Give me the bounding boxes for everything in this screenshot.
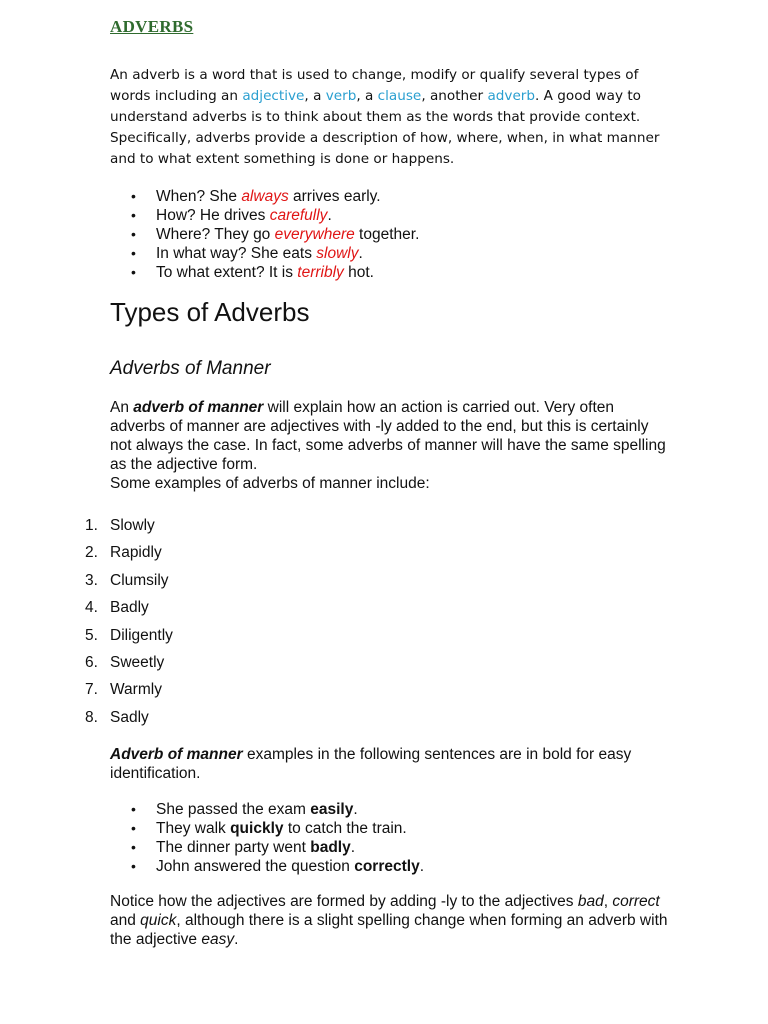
bold-intro-paragraph xyxy=(110,745,670,783)
bullet-text: . xyxy=(327,207,332,224)
subsection-heading: Adverbs of Manner xyxy=(110,358,271,379)
bullet-text: . xyxy=(350,839,356,856)
bullet-text: . xyxy=(419,858,424,875)
list-item xyxy=(0,680,173,707)
bullet-text: The dinner party went xyxy=(156,839,311,856)
list-number: 5. xyxy=(85,626,98,644)
list-item xyxy=(0,653,173,680)
list-item xyxy=(0,857,424,876)
example-word: Warmly xyxy=(110,681,162,699)
bullet-text: . xyxy=(358,245,363,262)
list-item xyxy=(0,244,419,263)
list-item xyxy=(0,225,419,244)
intro-text: . A good way to understand adverbs is to think about them as the words that provide context. Specifically, adverbs provide a description of how, where, when, in what manner and to what extent something is done or happens. xyxy=(110,88,660,167)
bullet-text: hot. xyxy=(343,264,374,281)
adjective-term: easy xyxy=(201,931,235,948)
section-heading: Types of Adverbs xyxy=(110,297,310,327)
list-item xyxy=(0,800,424,819)
intro-paragraph xyxy=(110,65,665,170)
notice-paragraph xyxy=(110,892,670,949)
para-text: An xyxy=(110,399,134,416)
manner-paragraph xyxy=(110,398,670,493)
para-text: Some examples of adverbs of manner include: xyxy=(110,475,430,492)
para-text: Notice how the adjectives are formed by adding -ly to the adjectives xyxy=(110,893,578,910)
list-number: 8. xyxy=(85,708,98,726)
term-adverb-of-manner: Adverb of manner xyxy=(110,746,243,763)
intro-text: , another xyxy=(421,88,488,104)
example-word: Clumsily xyxy=(110,571,169,589)
list-item xyxy=(0,571,173,598)
keyword-verb: verb xyxy=(325,88,357,104)
sentence-bullet-list xyxy=(0,800,424,876)
list-item xyxy=(0,206,419,225)
page-title: ADVERBS xyxy=(110,17,194,36)
example-word: Badly xyxy=(110,599,149,617)
para-text: and xyxy=(110,912,141,929)
list-item xyxy=(0,626,173,653)
bullet-text: to catch the train. xyxy=(283,820,407,837)
list-item xyxy=(0,187,419,206)
bullet-text: How? He drives xyxy=(156,207,270,224)
para-text: , although there is a slight spelling change when forming an adverb with the adjective xyxy=(110,912,668,948)
bullet-text: To what extent? It is xyxy=(156,264,298,281)
intro-text: An adverb is a word that is used to change, modify or qualify several types of words including an xyxy=(110,67,639,104)
example-adverb: slowly xyxy=(316,245,359,262)
example-adverb: correctly xyxy=(354,858,420,875)
bullet-text: Where? They go xyxy=(156,226,275,243)
bullet-text: John answered the question xyxy=(156,858,355,875)
keyword-adverb: adverb xyxy=(487,88,536,104)
example-adverb: terribly xyxy=(297,264,344,281)
list-number: 7. xyxy=(85,681,98,699)
list-number: 2. xyxy=(85,544,98,562)
bullet-text: . xyxy=(353,801,358,818)
list-number: 4. xyxy=(85,599,98,617)
example-adverb: always xyxy=(241,188,289,205)
question-bullet-list xyxy=(0,187,419,282)
example-adverb: badly xyxy=(310,839,351,856)
para-text: . xyxy=(234,931,239,948)
bullet-text: In what way? She eats xyxy=(156,245,317,262)
adjective-term: quick xyxy=(140,912,177,929)
list-number: 1. xyxy=(85,517,98,534)
intro-text: , a xyxy=(356,88,378,104)
example-adverb: everywhere xyxy=(274,226,355,243)
example-adverb: carefully xyxy=(269,207,328,224)
example-adverb: easily xyxy=(310,801,354,818)
list-item xyxy=(0,708,173,735)
bullet-text: They walk xyxy=(156,820,231,837)
para-text: examples in the following sentences are in bold for easy identification. xyxy=(110,746,632,782)
list-number: 6. xyxy=(85,653,98,671)
intro-text: , a xyxy=(304,88,326,104)
list-item xyxy=(0,598,173,625)
para-text: will explain how an action is carried out. Very often adverbs of manner are adjectives with -ly added to the end, but this is certainly not always the case. In fact, some adverbs of manner will have the same spelling as the adjective form. xyxy=(110,399,666,473)
adjective-term: bad xyxy=(577,893,604,910)
example-word: Sadly xyxy=(110,708,149,726)
keyword-adjective: adjective xyxy=(242,88,305,104)
list-number: 3. xyxy=(85,571,98,589)
examples-numbered-list xyxy=(0,516,173,735)
example-word: Rapidly xyxy=(110,544,162,562)
list-item xyxy=(0,516,173,543)
term-adverb-of-manner: adverb of manner xyxy=(133,399,264,416)
list-item xyxy=(0,838,424,857)
bullet-text: together. xyxy=(354,226,420,243)
example-word: Sweetly xyxy=(110,653,165,671)
example-word: Slowly xyxy=(110,517,155,534)
example-adverb: quickly xyxy=(230,820,284,837)
list-item xyxy=(0,543,173,570)
bullet-text: arrives early. xyxy=(288,188,381,205)
list-item xyxy=(0,819,424,838)
bullet-text: When? She xyxy=(156,188,242,205)
example-word: Diligently xyxy=(110,626,173,644)
bullet-text: She passed the exam xyxy=(156,801,311,818)
para-text: , xyxy=(603,893,613,910)
keyword-clause: clause xyxy=(377,88,422,104)
list-item xyxy=(0,263,419,282)
adjective-term: correct xyxy=(612,893,660,910)
